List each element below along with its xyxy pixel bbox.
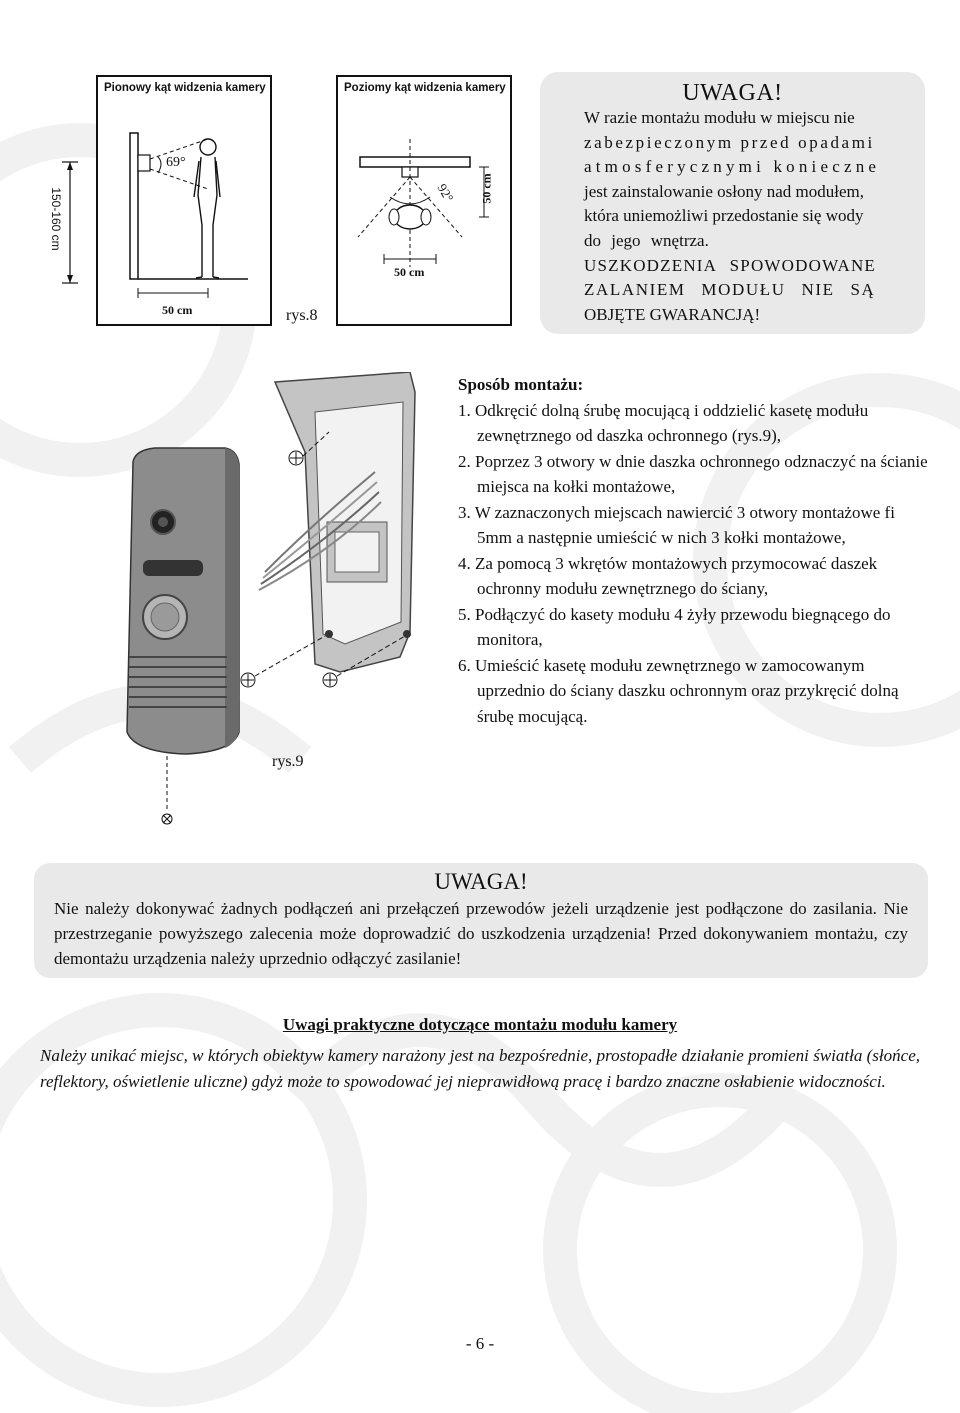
vertical-angle-title: Pionowy kąt widzenia kamery bbox=[104, 82, 266, 94]
height-label: 150-160 cm bbox=[49, 187, 63, 251]
module-cassette bbox=[127, 448, 239, 754]
distance-label-side: 50 cm bbox=[479, 173, 494, 204]
mounting-instructions bbox=[458, 372, 928, 729]
practical-notes-title: Uwagi praktyczne dotyczące montażu modułu kamery bbox=[282, 1015, 678, 1034]
warning-top-text bbox=[584, 106, 914, 327]
horizontal-angle-title: Poziomy kąt widzenia kamery bbox=[344, 82, 506, 94]
page-number: - 6 - bbox=[465, 1334, 495, 1353]
mounting-step: 3. W zaznaczonych miejscach nawiercić 3 otwory montażowe fi 5mm a następnie umieścić w nich 3 kołki montażowe, bbox=[458, 502, 895, 547]
warning-top-line: USZKODZENIA SPOWODOWANE bbox=[584, 255, 877, 275]
warning-top-line: atmosferycznymi konieczne bbox=[584, 157, 881, 177]
mounting-step: 1. Odkręcić dolną śrubę mocującą i oddzielić kasetę modułu zewnętrznego od daszka ochronnego (rys.9), bbox=[458, 400, 869, 445]
warning-top-line: jest zainstalowanie osłony nad modułem, bbox=[584, 181, 864, 201]
vertical-angle-value: 69° bbox=[166, 155, 186, 170]
warning-bottom-heading: UWAGA! bbox=[434, 869, 528, 894]
warning-top-heading: UWAGA! bbox=[682, 80, 783, 106]
mounting-step: 2. Poprzez 3 otwory w dnie daszka ochronnego odznaczyć na ścianie miejsca na kołki montażowe, bbox=[458, 451, 928, 496]
vertical-angle-drawing bbox=[98, 77, 270, 324]
warning-box-top bbox=[540, 72, 925, 334]
distance-label-bottom: 50 cm bbox=[394, 265, 425, 279]
figure9-caption: rys.9 bbox=[272, 753, 304, 770]
mounting-title: Sposób montażu: bbox=[458, 375, 584, 394]
warning-top-line: W razie montażu modułu w miejscu nie bbox=[584, 108, 855, 127]
mounting-step: 5. Podłączyć do kasety modułu 4 żyły przewodu biegnącego do monitora, bbox=[458, 604, 891, 649]
warning-top-line: OBJĘTE GWARANCJĄ! bbox=[584, 304, 761, 324]
warning-top-line: ZALANIEM MODUŁU NIE SĄ bbox=[584, 280, 876, 300]
warning-box-bottom bbox=[34, 863, 928, 978]
horizontal-angle-value: 92° bbox=[434, 181, 457, 205]
warning-top-line: do jego wnętrza. bbox=[584, 230, 709, 250]
practical-notes-text: Należy unikać miejsc, w których obiektyw kamery narażony jest na bezpośrednie, prostopadłe działanie promieni światła (słońce, reflektory, oświetlenie uliczne) gdyż może to spowodować jej nieprawidłową pracę i bardzo znaczne osłabienie widoczności. bbox=[40, 1046, 920, 1091]
figure8-caption: rys.8 bbox=[286, 307, 318, 324]
warning-bottom-text: Nie należy dokonywać żadnych podłączeń ani przełączeń przewodów jeżeli urządzenie jest podłączone do zasilania. Nie przestrzeganie powyższego zalecenia może doprowadzić do uszkodzenia urządzenia! Przed dokonywaniem montażu, czy demontażu urządzenia należy uprzednio odłączyć zasilanie! bbox=[54, 899, 908, 968]
protective-cover bbox=[259, 372, 415, 672]
mounting-step: 4. Za pomocą 3 wkrętów montażowych przymocować daszek ochronny modułu zewnętrznego do ściany, bbox=[458, 553, 878, 598]
mounting-step: 6. Umieścić kasetę modułu zewnętrznego w zamocowanym uprzednio do ściany daszku ochronnym oraz przykręcić dolną śrubę mocującą. bbox=[458, 655, 899, 726]
warning-top-line: która uniemożliwi przedostanie się wody bbox=[584, 206, 864, 226]
warning-top-line: zabezpieczonym przed opadami bbox=[584, 132, 875, 152]
horizontal-angle-figure bbox=[336, 75, 512, 326]
vertical-angle-figure bbox=[96, 75, 272, 326]
distance-label-vertical: 50 cm bbox=[162, 303, 193, 317]
